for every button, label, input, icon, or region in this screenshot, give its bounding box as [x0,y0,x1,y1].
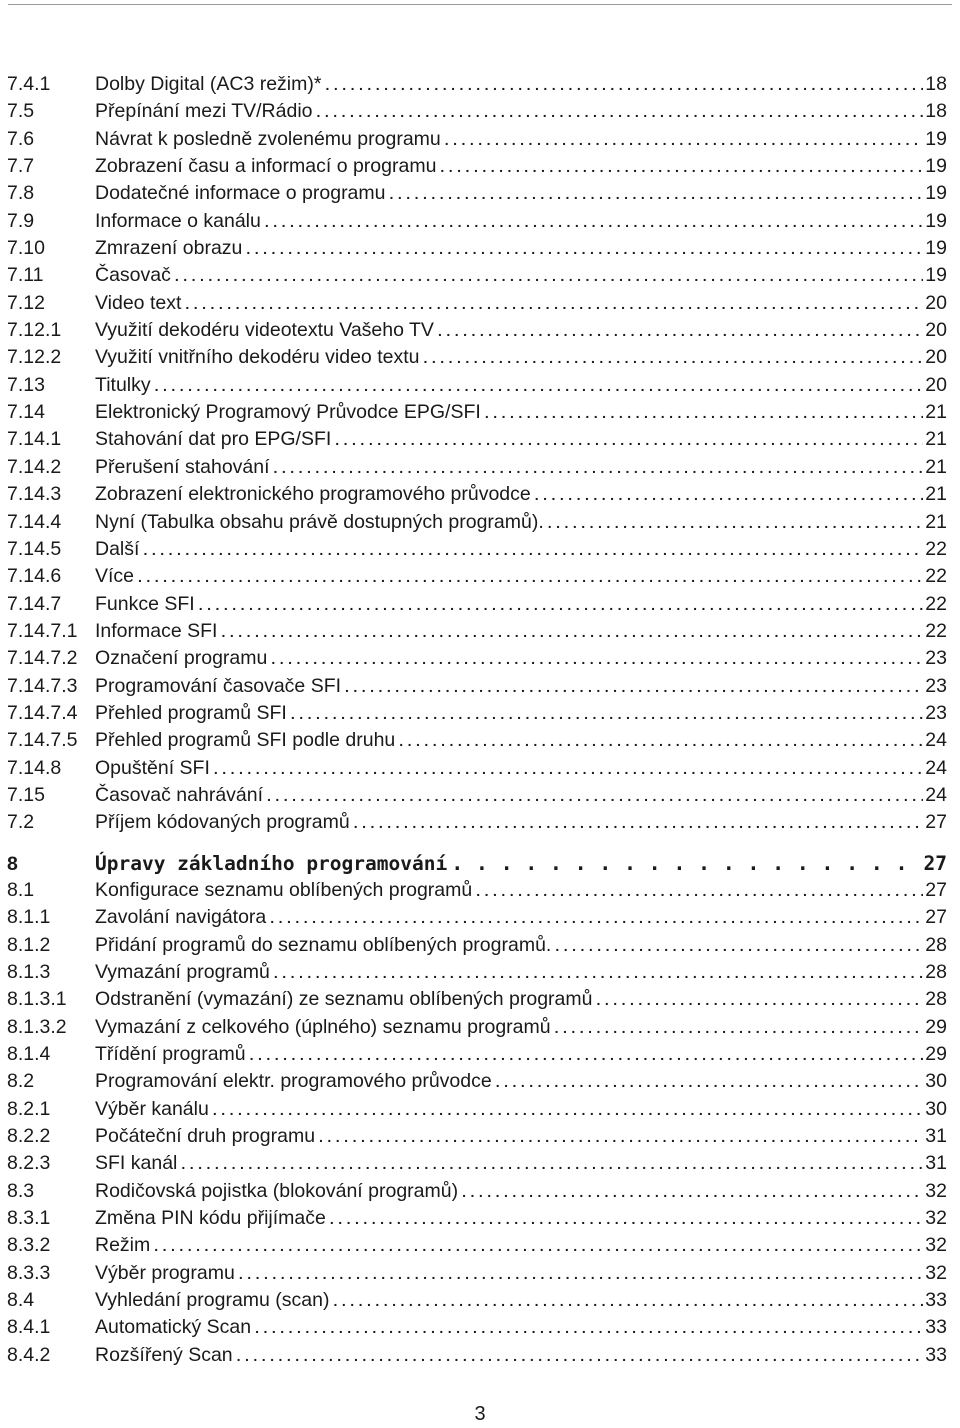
toc-entry-number: 7.14.7.2 [7,647,78,670]
toc-entry [7,700,947,727]
toc-dot-leader [462,1179,923,1206]
table-of-contents [7,71,947,1369]
toc-entry-title: Další [95,537,140,560]
toc-dot-leader [548,510,924,537]
toc-entry-page: 20 [925,346,947,369]
toc-entry-title: Rodičovská pojistka (blokování programů) [95,1179,459,1202]
toc-entry-title: Výběr programu [95,1261,235,1284]
toc-dot-leader [445,127,924,154]
toc-entry-title: Programování časovače SFI [95,674,342,697]
toc-entry-page: 24 [925,756,947,779]
toc-entry-title: Počáteční druh programu [95,1125,316,1148]
toc-entry-page: 19 [925,127,947,150]
toc-entry-number: 8.2 [7,1070,35,1093]
toc-entry-title: Využití vnitřního dekodéru video textu [95,346,420,369]
toc-dot-leader [345,674,923,701]
toc-entry-page: 28 [925,933,947,956]
toc-entry-page: 23 [925,701,947,724]
toc-dot-leader [213,1097,923,1124]
toc-dot-leader [440,154,923,181]
toc-dot-leader [175,263,923,290]
toc-entry [7,344,947,371]
toc-entry-number: 8.2.1 [7,1097,51,1120]
toc-entry-page: 18 [925,73,947,95]
toc-entry-title: Opuštění SFI [95,756,210,779]
toc-chapter-heading [7,850,947,877]
page-number: 3 [474,1403,486,1425]
toc-dot-leader [185,291,923,318]
toc-dot-leader [325,72,923,99]
toc-dot-leader [330,1206,923,1233]
toc-entry-title: Přepínání mezi TV/Rádio [95,100,313,123]
toc-entry-page: 20 [925,319,947,342]
toc-entry [7,1314,947,1341]
toc-entry [7,673,947,700]
toc-entry-number: 8.2.2 [7,1125,51,1148]
toc-dot-leader [319,1124,923,1151]
toc-dot-leader [438,318,923,345]
toc-entry [7,98,947,125]
toc-entry-number: 7.6 [7,127,35,150]
toc-entry-title: Titulky [95,373,151,396]
toc-entry-number: 8.1.3 [7,961,51,983]
toc-entry [7,959,947,986]
toc-entry [7,372,947,399]
toc-entry [7,426,947,453]
toc-entry-title: Rozšířený Scan [95,1343,233,1366]
toc-entry-number: 7.12.2 [7,346,62,369]
toc-entry-number: 8.3.3 [7,1261,51,1284]
toc-entry-number: 7.13 [7,373,45,396]
toc-entry-page: 20 [925,373,947,396]
toc-entry [7,1014,947,1041]
toc-entry-page: 19 [925,264,947,287]
toc-entry-title: Elektronický Programový Průvodce EPG/SFI [95,401,481,424]
toc-dot-leader [255,1315,923,1342]
toc-entry-number: 7.14.7.5 [7,729,78,752]
toc-dot-leader [390,181,924,208]
toc-entry-number: 7.14.6 [7,565,62,588]
top-rule [8,4,952,5]
toc-entry-page: 33 [925,1316,947,1339]
toc-entry [7,153,947,180]
toc-entry-title: Funkce SFI [95,592,195,615]
toc-entry [7,904,947,931]
toc-entry [7,290,947,317]
toc-entry [7,1178,947,1205]
toc-entry [7,235,947,262]
toc-entry [7,1232,947,1259]
toc-dot-leader [291,701,923,728]
toc-entry-title: Zobrazení elektronického programového průvodce [95,483,531,506]
toc-entry [7,645,947,672]
toc-dot-leader [535,482,924,509]
toc-entry-number: 7.14 [7,401,45,424]
toc-entry [7,877,947,904]
toc-entry-title: Přehled programů SFI [95,701,287,724]
toc-entry [7,1150,947,1177]
toc-entry-page: 20 [925,291,947,314]
toc-entry-title: Zmrazení obrazu [95,237,243,260]
toc-entry [7,71,947,98]
toc-entry-page: 33 [925,1289,947,1312]
toc-entry-title: Příjem kódovaných programů [95,811,350,834]
toc-entry-number: 8.3.2 [7,1234,51,1257]
toc-dot-leader [597,987,924,1014]
toc-entry-title: Přerušení stahování [95,455,270,478]
toc-entry-number: 7.14.2 [7,455,62,478]
toc-entry [7,1041,947,1068]
toc-dot-leader [485,400,923,427]
toc-dot-leader [274,960,923,987]
toc-entry-title: Nyní (Tabulka obsahu právě dostupných programů). [95,510,544,533]
toc-entry [7,932,947,959]
toc-entry [7,809,947,836]
toc-entry-page: 29 [925,1015,947,1038]
toc-dot-leader [555,933,923,960]
toc-dot-leader [138,564,923,591]
toc-dot-leader [143,537,923,564]
toc-dot-leader [317,99,924,126]
toc-entry-title: Návrat k posledně zvolenému programu [95,127,441,150]
toc-entry-page: 32 [925,1261,947,1284]
toc-entry-page: 21 [925,510,947,533]
toc-entry-title: Změna PIN kódu přijímače [95,1207,326,1230]
toc-entry [7,1068,947,1095]
toc-entry-title: Třídění programů [95,1043,246,1066]
toc-entry-page: 21 [925,455,947,478]
toc-entry-number: 7.4.1 [7,73,51,95]
toc-entry [7,180,947,207]
toc-entry-title: Časovač [95,264,171,287]
toc-entry-title: Informace SFI [95,619,218,642]
toc-entry-title: Odstranění (vymazání) ze seznamu oblíbených programů [95,988,593,1011]
toc-entry [7,563,947,590]
toc-entry-page: 21 [925,401,947,424]
toc-dot-leader [221,619,923,646]
toc-dot-leader [199,592,924,619]
toc-entry-number: 8.4.2 [7,1343,51,1366]
toc-dot-leader [476,878,923,905]
toc-entry-page: 23 [925,674,947,697]
toc-entry-page: 24 [925,783,947,806]
toc-entry-page: 32 [925,1207,947,1230]
toc-entry-title: SFI kanál [95,1152,178,1175]
toc-entry-number: 7.14.5 [7,537,62,560]
toc-dot-leader [181,1151,923,1178]
toc-entry [7,1342,947,1369]
toc-dot-leader [214,756,923,783]
toc-entry-number: 8.2.3 [7,1152,51,1175]
toc-entry-number: 7.14.3 [7,483,62,506]
toc-entry-title: Stahování dat pro EPG/SFI [95,428,332,451]
toc-entry-number: 7.14.7 [7,592,62,615]
toc-dot-leader [333,1288,923,1315]
toc-entry-page: 30 [925,1097,947,1120]
toc-entry-title: Vyhledání programu (scan) [95,1289,330,1312]
toc-entry [7,755,947,782]
toc-entry-title: Informace o kanálu [95,209,261,232]
toc-dot-leader [155,373,924,400]
toc-entry-number: 7.10 [7,237,45,260]
toc-entry-title: Zavolání navigátora [95,906,267,929]
toc-entry-page: 21 [925,428,947,451]
toc-entry-page: 29 [925,1043,947,1066]
toc-entry-title: Časovač nahrávání [95,783,264,806]
toc-entry-title: Konfigurace seznamu oblíbených programů [95,878,473,901]
toc-entry-page: 23 [925,647,947,670]
toc-entry-number: 8.4 [7,1289,35,1312]
toc-entry-title: Automatický Scan [95,1316,252,1339]
toc-entry-page: 27 [925,906,947,929]
toc-entry-page: 33 [925,1343,947,1366]
toc-dot-leader [271,646,923,673]
toc-entry-page: 27 [923,851,947,875]
toc-entry-number: 8.1 [7,878,35,901]
toc-entry-number: 7.12.1 [7,319,62,342]
toc-dot-leader [555,1015,924,1042]
toc-dot-leader [423,345,923,372]
toc-entry [7,509,947,536]
toc-dot-leader [274,455,924,482]
toc-entry-title: Přehled programů SFI podle druhu [95,729,396,752]
toc-entry-number: 7.15 [7,783,45,806]
toc-entry-page: 22 [925,565,947,588]
toc-entry-number: 8.3 [7,1179,35,1202]
toc-entry-page: 32 [925,1179,947,1202]
toc-entry-number: 8 [7,852,18,875]
toc-entry-title: Úpravy základního programování [95,851,448,875]
toc-entry-title: Vymazání programů [95,961,270,983]
toc-entry-number: 8.1.3.1 [7,988,67,1011]
toc-entry [7,317,947,344]
toc-entry-number: 7.11 [7,264,44,287]
toc-dot-leader [270,905,923,932]
toc-entry-title: Dolby Digital (AC3 režim)* [95,73,322,95]
toc-entry-number: 8.1.1 [7,906,51,929]
toc-entry-title: Režim [95,1234,151,1257]
toc-entry-page: 18 [925,100,947,123]
toc-entry-number: 7.14.7.4 [7,701,78,724]
toc-dot-leader [154,1233,923,1260]
toc-entry-page: 21 [925,483,947,506]
toc-entry-title: Zobrazení času a informací o programu [95,155,437,178]
toc-entry-page: 32 [925,1234,947,1257]
toc-entry [7,536,947,563]
toc-dot-leader [239,1261,923,1288]
toc-entry-page: 22 [925,619,947,642]
toc-entry-number: 8.1.3.2 [7,1015,67,1038]
toc-entry-number: 8.3.1 [7,1207,51,1230]
toc-dot-leader [265,209,923,236]
toc-entry [7,782,947,809]
toc-entry [7,1260,947,1287]
toc-entry [7,727,947,754]
toc-dot-leader [250,1042,924,1069]
toc-entry [7,126,947,153]
toc-entry-title: Výběr kanálu [95,1097,209,1120]
toc-entry [7,1123,947,1150]
toc-entry-page: 28 [925,988,947,1011]
toc-dot-leader [451,850,921,877]
toc-dot-leader [246,236,923,263]
toc-entry-page: 19 [925,182,947,205]
toc-dot-leader [354,810,924,837]
toc-entry [7,454,947,481]
toc-entry-title: Vymazání z celkového (úplného) seznamu programů [95,1015,551,1038]
toc-entry-title: Využití dekodéru videotextu Vašeho TV [95,319,434,342]
toc-entry [7,1096,947,1123]
toc-entry-page: 27 [925,878,947,901]
toc-entry-title: Přidání programů do seznamu oblíbených programů. [95,933,552,956]
toc-entry-title: Video text [95,291,182,314]
toc-entry-page: 22 [925,592,947,615]
toc-entry [7,262,947,289]
toc-entry-page: 31 [925,1125,947,1148]
toc-entry [7,591,947,618]
toc-entry-title: Dodatečné informace o programu [95,182,386,205]
toc-entry-number: 7.14.7.1 [7,619,78,642]
toc-entry [7,986,947,1013]
toc-entry [7,1287,947,1314]
toc-entry [7,1205,947,1232]
toc-entry [7,481,947,508]
toc-entry-number: 7.9 [7,209,35,232]
toc-entry-number: 7.14.4 [7,510,62,533]
toc-entry-page: 22 [925,537,947,560]
toc-entry-title: Více [95,565,135,588]
toc-entry-number: 7.14.7.3 [7,674,78,697]
toc-entry-title: Označení programu [95,647,268,670]
toc-entry-page: 28 [925,961,947,983]
toc-dot-leader [267,783,923,810]
toc-entry-number: 7.2 [7,811,35,834]
toc-entry-number: 8.1.2 [7,933,51,956]
toc-entry-number: 7.5 [7,100,35,123]
toc-entry-number: 8.4.1 [7,1316,51,1339]
toc-entry-number: 7.8 [7,182,35,205]
toc-entry-number: 7.14.8 [7,756,62,779]
toc-entry-page: 27 [925,811,947,834]
toc-entry-page: 30 [925,1070,947,1093]
toc-dot-leader [237,1343,924,1370]
toc-dot-leader [399,728,923,755]
toc-entry-page: 19 [925,155,947,178]
toc-entry-page: 19 [925,209,947,232]
toc-entry-number: 8.1.4 [7,1043,51,1066]
toc-entry-number: 7.7 [7,155,35,178]
toc-entry-page: 19 [925,237,947,260]
toc-dot-leader [496,1069,924,1096]
toc-dot-leader [335,427,923,454]
toc-entry [7,208,947,235]
toc-entry-number: 7.12 [7,291,45,314]
toc-entry-title: Programování elektr. programového průvodce [95,1070,492,1093]
toc-entry-number: 7.14.1 [7,428,62,451]
toc-entry [7,399,947,426]
toc-entry [7,618,947,645]
toc-entry-page: 24 [925,729,947,752]
toc-entry-page: 31 [925,1152,947,1175]
